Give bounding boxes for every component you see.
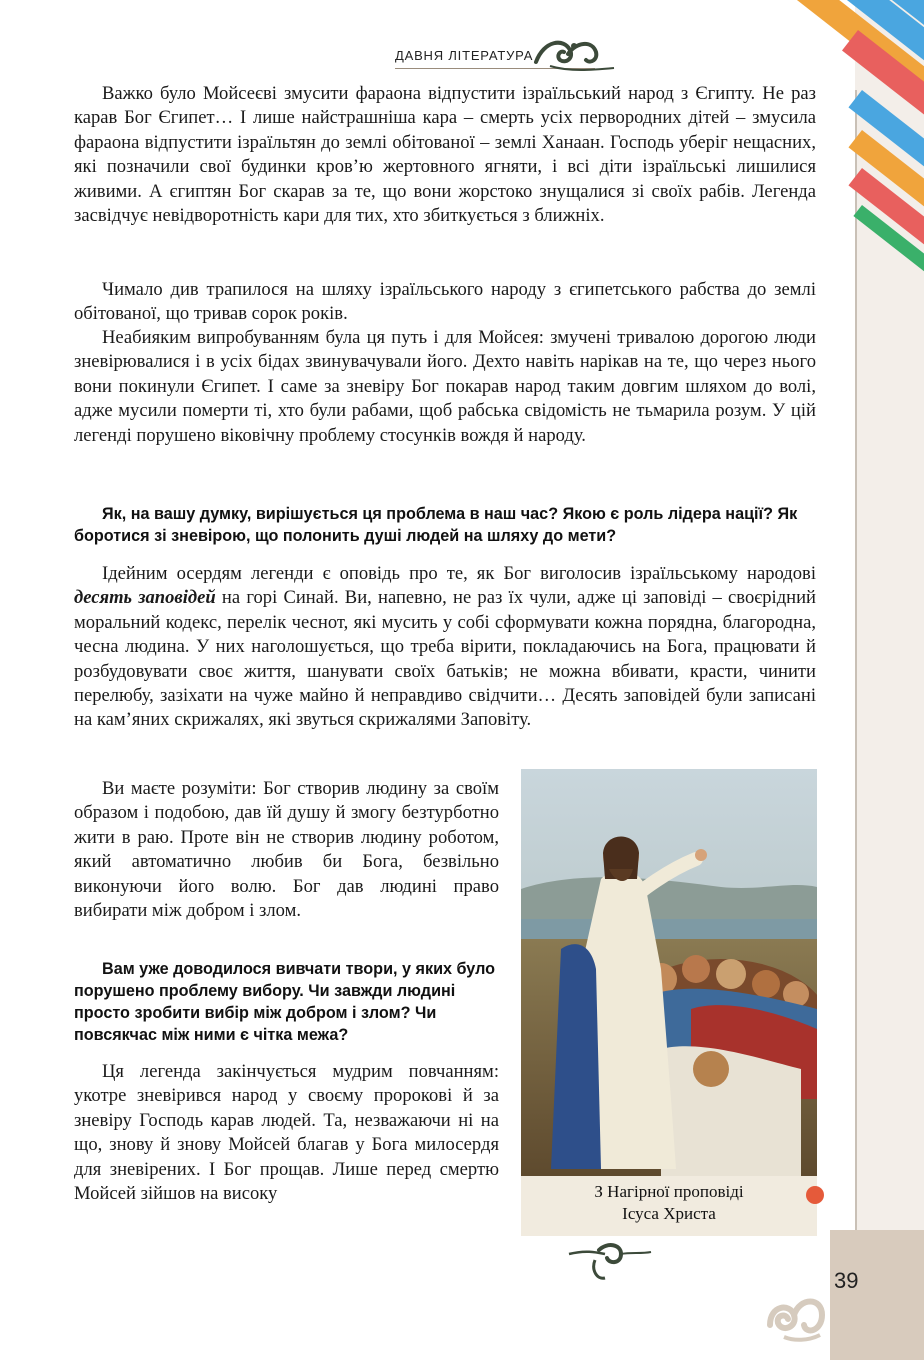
figure-ornament-icon [565, 1240, 655, 1284]
caption-line-2: Ісуса Христа [622, 1204, 716, 1223]
sermon-on-the-mount-painting [521, 769, 817, 1176]
figure-caption [521, 1181, 817, 1225]
paragraph-3: Неабияким випробуванням була ця путь і для Мойсея: змучені тривалою дорогою люди зневірювалися і в усіх бідах звинувачували його. Дехто навіть нарікав на те, що через нього вони покинули Єгипет. І саме за зневіру Бог покарав народ таким довгим шляхом до волі, адже мусили померти ті, хто були рабами, щоб рабська свідомість не тьмарила розум. У цій легенді порушено віковічну проблему стосунків вождя й народу. [74, 327, 816, 446]
corner-ornament-icon [760, 1285, 830, 1345]
corner-color-block [830, 1230, 924, 1360]
paragraph-5: Ви маєте розуміти: Бог створив людину за своїм образом і подобою, дав їй душу й змогу безтурботно жити в раю. Проте він не створив людину роботом, який автоматично любив би Бога, безвільно виконуючи його волю. Бог дав людині право вибирати між добром і злом. [74, 778, 499, 922]
caption-line-1: З Нагірної проповіді [594, 1182, 744, 1201]
header-ornament-icon [530, 32, 620, 76]
caption-marker-dot [806, 1186, 824, 1204]
paragraph-6: Ця легенда закінчується мудрим повчанням: укотре зневірився народ у своєму пророкові й за зневіру Господь карав людей. Та, незважаючи ні на що, знову й знову Мойсей благав у Бога милосердя для зневірених. І Бог прощав. Лише перед смертю Мойсей зійшов на високу [74, 1061, 499, 1205]
paragraph-4 [74, 562, 816, 733]
paragraph-4-text-b: на горі Синай. Ви, напевно, не раз їх чули, адже ці заповіді – своєрідний моральний кодекс, перелік чеснот, які мусить у собі сформувати кожна порядна, благородна, чесна людина. У них наголошується, що треба вірити, покладаючись на Бога, працювати й розбудовувати своє життя, шанувати своїх батьків; не можна вбивати, красти, чинити перелюбу, зазіхати на чуже майно й неправдиво свідчити… Десять заповідей були записані на кам’яних скрижалях, які звуться скрижалями Заповіту. [74, 587, 817, 731]
section-header: ДАВНЯ ЛІТЕРАТУРА [395, 48, 534, 63]
paragraph-2: Чимало див трапилося на шляху ізраїльського народу з єгипетського рабства до землі обітованої, що тривав сорок років. [74, 279, 816, 325]
question-1: Як, на вашу думку, вирішується ця проблема в наш час? Якою є роль лідера нації? Як боротися зі зневірою, що полонить душі людей на шляху до мети? [74, 505, 798, 545]
term-ten-commandments: десять заповідей [74, 587, 216, 609]
question-2: Вам уже доводилося вивчати твори, у яких було порушено проблему вибору. Чи завжди людині просто зробити вибір між добром і злом? Чи повсякчас між ними є чітка межа? [74, 960, 496, 1044]
illustration-figure [521, 769, 817, 1236]
paragraph-4-text-a: Ідейним осердям легенди є оповідь про те, як Бог виголосив ізраїльському народові [102, 563, 816, 584]
page-number: 39 [834, 1268, 859, 1293]
paragraph-1: Важко було Мойсеєві змусити фараона відпустити ізраїльський народ з Єгипту. Не раз карав Бог Єгипет… І лише найстрашніша кара – смерть усіх первородних дітей – змусила фараона відпустити ізраїльтян до землі обітованої – землі Ханаан. Господь уберіг нещасних, які позначили свої будинки кров’ю жертовного ягняти, і всі діти ізраїльські лишилися живими. А єгиптян Бог скарав за те, що вони жорстоко знущалися зі своїх рабів. Легенда засвідчує невідворотність кари для тих, хто збиткується з ближніх. [74, 83, 816, 227]
